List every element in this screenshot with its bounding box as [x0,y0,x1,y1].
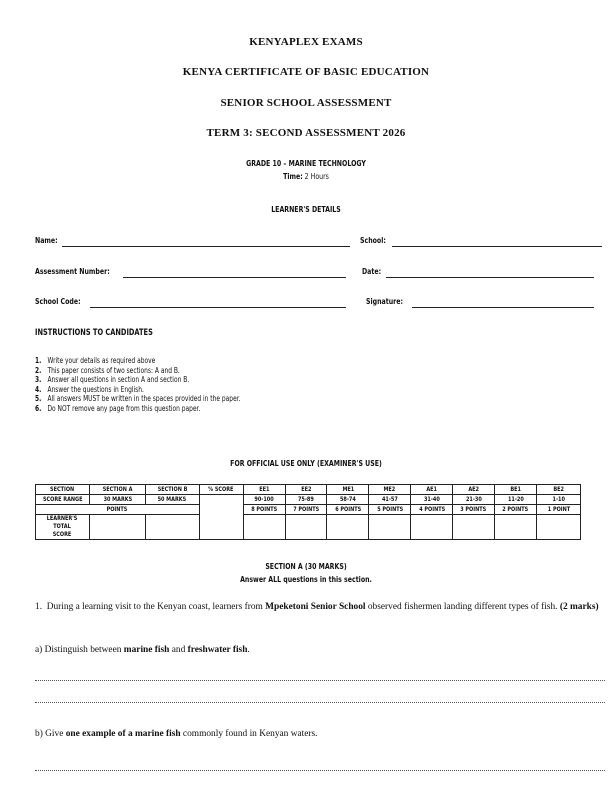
answer-line-1a-1[interactable] [35,680,605,681]
official-score-table [35,484,581,540]
answer-line-1b-1[interactable] [35,770,605,771]
instructions-list [35,356,298,414]
time-line [67,172,544,181]
instruction-item: 4. Answer the questions in English. [35,384,144,394]
official-use-title: FOR OFFICIAL USE ONLY (EXAMINER'S USE) [230,459,382,468]
name-field[interactable] [62,246,350,247]
school-label: School: [360,236,386,245]
time-value: 2 Hours [304,172,329,181]
grade-subject: GRADE 10 – MARINE TECHNOLOGY [246,159,366,168]
school-code-row [35,297,605,306]
answer-line-1a-2[interactable] [35,702,605,703]
table-row: SCORE RANGE 30 MARKS 50 MARKS 90-100 75-89 58-74 41-57 31-40 21-30 11-20 1-10 [36,495,581,505]
section-b-score-cell[interactable] [145,515,199,540]
org-title: KENYAPLEX EXAMS [249,36,363,48]
learner-details-heading: LEARNER'S DETAILS [271,205,341,214]
signature-label: Signature: [366,297,403,306]
signature-label-wrap [366,297,426,306]
section-a-score-cell[interactable] [89,515,145,540]
name-label: Name: [35,236,58,245]
question-1: 1. During a learning visit to the Kenyan coast, learners from Mpeketoni Senior School observed fishermen landing different types of fish. (2 marks) [35,602,599,612]
assessment-number-label: Assessment Number: [35,267,110,276]
instruction-item: 3. Answer all questions in section A and section B. [35,375,190,385]
instruction-item: 5. All answers MUST be written in the spaces provided in the paper. [35,394,241,404]
term-title: TERM 3: SECOND ASSESSMENT 2026 [206,127,406,139]
name-school-row [35,236,605,245]
question-1a: a) Distinguish between marine fish and freshwater fish. [35,645,250,655]
section-a-subtitle: Answer ALL questions in this section. [240,575,372,584]
assessment-number-row [35,267,605,276]
instruction-item: 1. Write your details as required above [35,356,156,365]
assessment-title: SENIOR SCHOOL ASSESSMENT [220,97,392,109]
instruction-item: 6. Do NOT remove any page from this question paper. [35,403,201,413]
certificate-title: KENYA CERTIFICATE OF BASIC EDUCATION [182,66,430,78]
school-label-wrap [360,236,420,245]
date-field[interactable] [386,277,594,278]
assessment-number-field[interactable] [123,277,346,278]
time-label: Time: [283,172,303,181]
percent-score-cell[interactable] [199,495,243,540]
question-1b: b) Give one example of a marine fish commonly found in Kenyan waters. [35,729,318,739]
date-label: Date: [362,267,382,276]
date-label-wrap [362,267,422,276]
instructions-title: INSTRUCTIONS TO CANDIDATES [35,328,153,338]
table-row: LEARNER'S TOTAL SCORE [36,515,581,540]
school-field[interactable] [392,246,602,247]
school-code-label: School Code: [35,297,81,306]
school-code-field[interactable] [90,307,346,308]
signature-field[interactable] [412,307,594,308]
table-row: SECTION SECTION A SECTION B % SCORE EE1 EE2 ME1 ME2 AE1 AE2 BE1 BE2 [36,485,581,495]
table-row: POINTS 8 POINTS 7 POINTS 6 POINTS 5 POINTS 4 POINTS 3 POINTS 2 POINTS 1 POINT [36,505,581,515]
instruction-item: 2. This paper consists of two sections: A and B. [35,365,180,375]
section-a-title: SECTION A (30 MARKS) [265,562,347,571]
